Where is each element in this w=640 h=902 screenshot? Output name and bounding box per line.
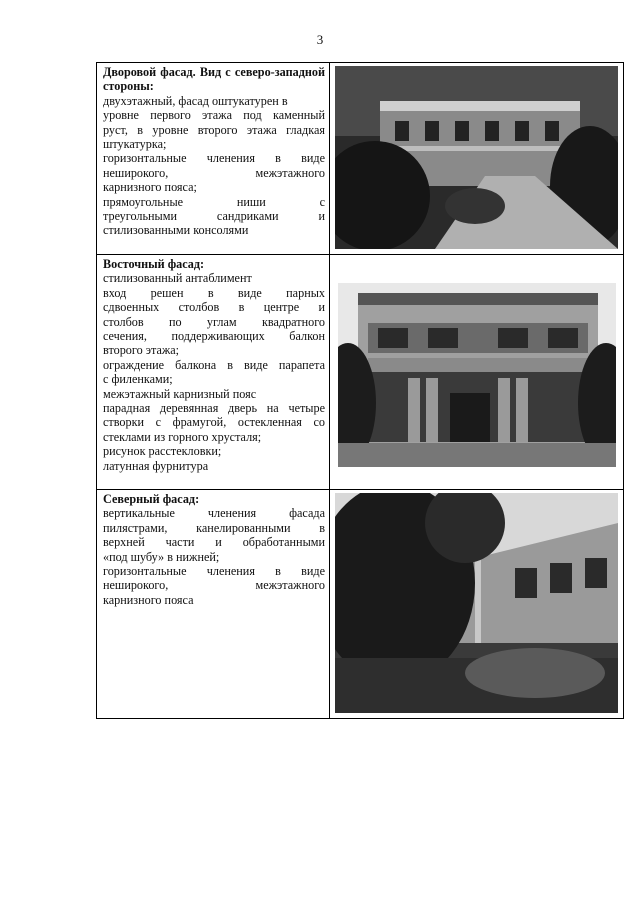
line: парадная деревянная дверь на четыре [103, 401, 325, 416]
line: «под шубу» в нижней; [103, 549, 220, 564]
line: латунная фурнитура [103, 458, 209, 473]
row-heading: Дворовой фасад. Вид с северо-западной стороны: [103, 65, 325, 94]
line: горизонтальные членения в виде [103, 564, 325, 579]
description-cell [97, 490, 330, 719]
line: межэтажный карнизный пояс [103, 386, 257, 401]
page-number: 3 [316, 32, 324, 47]
line: уровне первого этажа под каменный [103, 108, 325, 123]
line: прямоугольные ниши с [103, 194, 325, 209]
row-heading: Северный фасад: [103, 492, 200, 506]
line: горизонтальные членения в виде [103, 151, 325, 166]
line: стилизованными консолями [103, 223, 249, 238]
line: неширокого, межэтажного [103, 165, 325, 180]
line: карнизного пояса [103, 592, 194, 607]
line: с филенками; [103, 372, 173, 387]
building-photo-east [338, 283, 616, 467]
line: двухэтажный, фасад оштукатурен в [103, 93, 288, 108]
line: пилястрами, канелированными в [103, 520, 325, 535]
line: стилизованный антаблимент [103, 271, 252, 286]
line: стеклами из горного хрусталя; [103, 429, 262, 444]
line: створки с фрамугой, остекленная со [103, 415, 325, 430]
row-heading: Восточный фасад: [103, 257, 205, 271]
photo-cell [330, 255, 624, 490]
table-row [97, 63, 624, 255]
building-photo-courtyard [335, 66, 618, 249]
line: вход решен в виде парных [103, 285, 325, 300]
line: сдвоенных столбов в центре и [103, 300, 325, 315]
line: второго этажа; [103, 343, 180, 358]
description-cell [97, 63, 330, 255]
line: треугольными сандриками и [103, 209, 325, 224]
line: ограждение балкона в виде парапета [103, 357, 325, 372]
line: верхней части и обработанными [103, 535, 325, 550]
line: рисунок расстекловки; [103, 444, 222, 459]
facade-table [96, 62, 624, 719]
line: неширокого, межэтажного [103, 578, 325, 593]
photo-cell [330, 63, 624, 255]
photo-cell [330, 490, 624, 719]
table-row [97, 255, 624, 490]
line: сечения, поддерживающих балкон [103, 329, 325, 344]
line: руст, в уровне второго этажа гладкая [103, 122, 325, 137]
line: вертикальные членения фасада [103, 506, 325, 521]
line: штукатурка; [103, 137, 167, 152]
line: столбов по углам квадратного [103, 314, 325, 329]
description-cell [97, 255, 330, 490]
table-row [97, 490, 624, 719]
building-photo-north [335, 493, 618, 713]
line: карнизного пояса; [103, 180, 197, 195]
